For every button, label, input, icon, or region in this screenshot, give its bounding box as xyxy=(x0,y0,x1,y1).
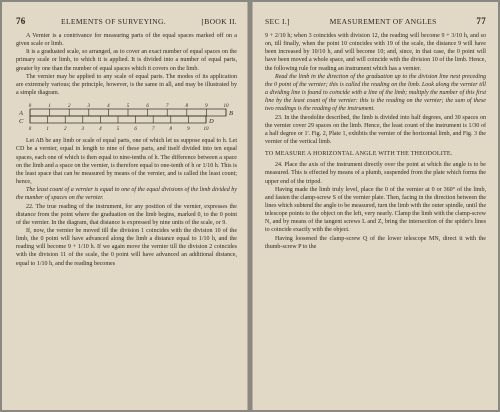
limb-tick-label: 7 xyxy=(165,104,169,110)
left-book-label: [BOOK II. xyxy=(201,17,237,26)
vernier-tick-label: 0 xyxy=(28,127,32,133)
left-paragraph: If, now, the vernier be moved till the division 1 coincides with the division 10 of the limb, the 0 point will have advanced along the limb a distance equal to 1/10 h, and the reading will become 9 + 1/10 h. If we again move the vernier till the division 2 coincides with the division 11 of the scale, the 0 point will have advanced an additional distance, equal to 1/10 h, and the reading becomes xyxy=(16,227,237,267)
vernier-tick-label: 9 xyxy=(187,127,190,133)
limb-tick-label: 9 xyxy=(205,104,208,110)
limb-tick-label: 4 xyxy=(107,104,110,110)
right-paragraph: 24. Place the axis of the instrument directly over the point at which the angle is to be measured. This is effected by means of a plumb, suspended from the plate which forms the upper end of the tripod. xyxy=(265,162,486,185)
limb-tick-label: 0 xyxy=(28,104,32,110)
right-paragraph: Having made the limb truly level, place the 0 of the vernier at 0 or 360° of the limb, and fasten the clamp-screw S of the vernier plate. Then, facing in the direction between the lines which subtend the angle to be measured, turn the limb with the outer spindle, until the telescope points to the object on the left, very nearly. Clamp the limb with the clamp-screw N, and by means of the tangent screws L and Z, bring the intersection of the spider's lines to coincide exactly with the object. xyxy=(265,186,487,234)
vernier-tick-label: 7 xyxy=(151,127,155,133)
left-paragraph: Let AB be any limb or scale of equal parts, one of which let us suppose equal to h. Let CD be a vernier, equal in length to nine of these parts, and itself divided into ten equal spaces, each one of which is then equal to nine-tenths of h. The difference between a space on the limb and a space on the vernier, is therefore equal to one-tenth of h or 1/10 h. This is the least space that can be measured by means of the vernier, and is called the least count; hence, xyxy=(16,138,237,186)
right-running-title: MEASUREMENT OF ANGLES xyxy=(329,17,437,26)
right-paragraph: Having loosened the clamp-screw Q of the lower telescope MN, direct it with the thumb-screw P to the xyxy=(265,235,486,250)
right-running-left: SEC I.] xyxy=(265,17,290,26)
vernier-tick-label: 5 xyxy=(116,127,120,133)
limb-tick-label: 2 xyxy=(67,104,71,110)
limb-tick-label: 5 xyxy=(126,104,130,110)
left-paragraph: The vernier may be applied to any scale of equal parts. The modes of its application are extremely various; the principle, however, is the same in all, and may be illustrated by a simple diagram. xyxy=(16,73,237,97)
right-running-header xyxy=(265,16,486,26)
left-running-header xyxy=(16,16,237,26)
left-running-title: ELEMENTS OF SURVEYING. xyxy=(61,17,166,26)
left-paragraph: A Vernier is a contrivance for measuring parts of the equal spaces marked off on a given scale or limb. xyxy=(16,33,237,48)
limb-tick-label: 3 xyxy=(87,104,91,110)
label-c: C xyxy=(19,118,24,126)
least-count-rule: The least count of a vernier is equal to one of the equal divisions of the limb divided by the number of spaces on the vernier. xyxy=(16,187,237,202)
limb-tick-label: 1 xyxy=(48,104,51,110)
vernier-tick-label: 3 xyxy=(81,127,85,133)
right-paragraph: 9 + 2/10 h; when 3 coincides with division 12, the reading will become 9 + 3/10 h, and so on, till finally, when the point 10 coincides with 19 of the scale, the distance 9 will have been increased by 10/10 h, and will become 10; and, since, in that case, the 0 point will have been moved a whole space, and will coincide with the division 10 of the limb. Hence, the following rule for reading an instrument which has a vernier. xyxy=(265,33,486,72)
label-a: A xyxy=(19,110,23,118)
vernier-tick-label: 4 xyxy=(99,127,102,133)
right-page xyxy=(252,2,498,410)
vernier-tick-label: 8 xyxy=(169,127,173,133)
limb-tick-label: 8 xyxy=(185,104,189,110)
section-heading: TO MEASURE A HORIZONTAL ANGLE WITH THE THEODOLITE. xyxy=(265,151,453,158)
label-d: D xyxy=(209,118,214,126)
right-page-number: 77 xyxy=(476,16,486,26)
limb-tick-label: 10 xyxy=(223,104,229,110)
left-page xyxy=(2,2,248,410)
left-paragraph: 22. The true reading of the instrument, for any position of the vernier, expresses the distance from the point where the graduation on the limb begins, marked 0, to the 0 point of the vernier. In the diagram, that distance is expressed by nine units of the scale, or 9. xyxy=(16,203,237,226)
vernier-tick-label: 1 xyxy=(46,127,49,133)
vernier-tick-label: 2 xyxy=(63,127,67,133)
vernier-diagram xyxy=(16,100,238,134)
right-paragraph: 23. In the theodolite described, the limb is divided into half degrees, and 30 spaces on the vernier cover 29 spaces on the limb. Hence, the least count of the instrument is 1/30 of a half degree or 1'. Fig. 2, Plate 1, exhibits the vernier of the horizontal limb, and Fig. 3 the vernier of the vertical limb. xyxy=(265,114,486,146)
vernier-tick-label: 10 xyxy=(203,127,209,133)
label-b: B xyxy=(229,110,233,118)
left-paragraph: It is a graduated scale, so arranged, as to cover an exact number of equal spaces on the primary scale or limb, to which it is applied. It is divided into a number of equal parts, greater by one than the number of equal spaces which it covers on the limb. xyxy=(16,49,237,72)
vernier-reading-rule: Read the limb in the direction of the graduation up to the division line next preceding the 0 point of the vernier; this is called the reading on the limb. Look along the vernier till a dividing line is found to coincide with a line of the limb; multiply the number of this first line by the least count of the vernier: this is the reading on the vernier; the sum of these two readings is the reading of the instrument. xyxy=(265,73,486,113)
left-page-number: 76 xyxy=(16,16,26,26)
vernier-tick-label: 6 xyxy=(134,127,137,133)
limb-tick-label: 6 xyxy=(146,104,149,110)
